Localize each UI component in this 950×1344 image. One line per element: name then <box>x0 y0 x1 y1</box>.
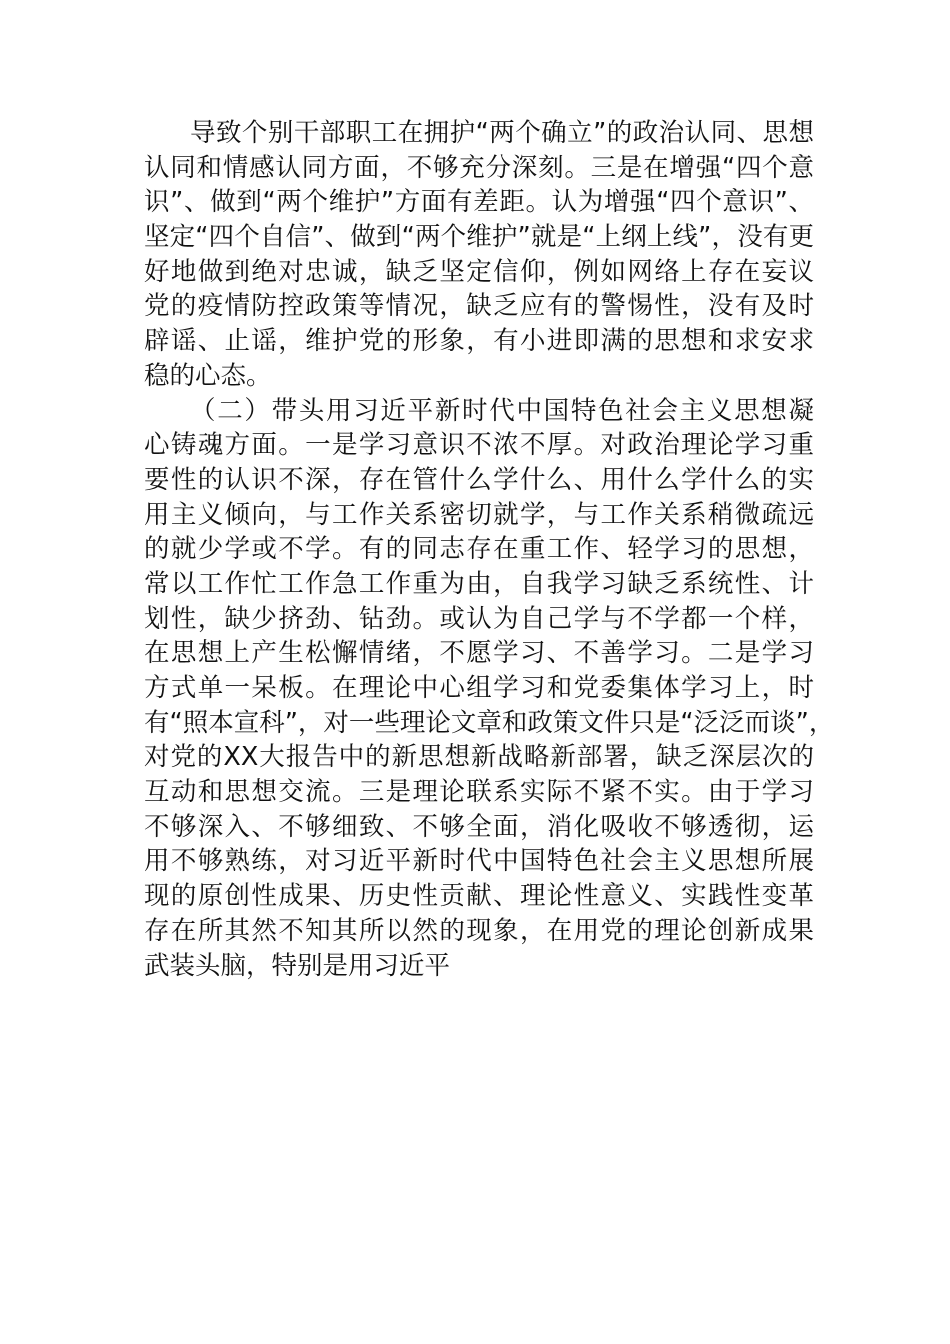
text-line: 互动和思想交流。三是理论联系实际不紧不实。由于学习 <box>144 777 814 808</box>
text-line: 有“照本宣科”，对一些理论文章和政策文件只是“泛泛而谈”， <box>144 707 835 738</box>
text-line: 稳的心态。 <box>144 360 272 391</box>
text-line: 不够深入、不够细致、不够全面，消化吸收不够透彻，运 <box>144 811 814 842</box>
text-line: 方式单一呆板。在理论中心组学习和党委集体学习上，时 <box>144 673 814 703</box>
text-line: 导致个别干部职工在拥护“两个确立”的政治认同、思想 <box>190 118 814 148</box>
body-text <box>144 116 835 983</box>
text-line: 用主义倾向，与工作关系密切就学，与工作关系稍微疏远 <box>144 499 814 530</box>
section-heading-line: （二）带头用习近平新时代中国特色社会主义思想凝 <box>190 395 814 426</box>
text-line: 武装头脑，特别是用习近平 <box>144 950 451 981</box>
text-line: 常以工作忙工作急工作重为由，自我学习缺乏系统性、计 <box>144 568 814 599</box>
text-line: 要性的认识不深，存在管什么学什么、用什么学什么的实 <box>144 464 814 495</box>
text-line: 认同和情感认同方面，不够充分深刻。三是在增强“四个意 <box>144 152 814 183</box>
text-line: 在思想上产生松懈情绪，不愿学习、不善学习。二是学习 <box>144 638 814 669</box>
text-line: 的就少学或不学。有的同志存在重工作、轻学习的思想， <box>144 534 814 565</box>
text-line: 存在所其然不知其所以然的现象，在用党的理论创新成果 <box>144 915 814 946</box>
text-line: 好地做到绝对忠诚，缺乏坚定信仰，例如网络上存在妄议 <box>144 256 814 287</box>
text-line: 心铸魂方面。一是学习意识不浓不厚。对政治理论学习重 <box>144 430 814 461</box>
text-line: 划性，缺少挤劲、钻劲。或认为自己学与不学都一个样， <box>144 603 814 634</box>
text-line: 辟谣、止谣，维护党的形象，有小进即满的思想和求安求 <box>144 326 814 357</box>
text-line: 坚定“四个自信”、做到“两个维护”就是“上纲上线”，没有更 <box>144 222 814 253</box>
text-line: 识”、做到“两个维护”方面有差距。认为增强“四个意识”、 <box>144 187 814 218</box>
text-line: 对党的XX大报告中的新思想新战略新部署，缺乏深层次的 <box>144 742 814 773</box>
text-line: 党的疫情防控政策等情况，缺乏应有的警惕性，没有及时 <box>144 291 814 322</box>
text-line: 用不够熟练，对习近平新时代中国特色社会主义思想所展 <box>144 846 814 877</box>
text-line: 现的原创性成果、历史性贡献、理论性意义、实践性变革 <box>144 881 814 912</box>
